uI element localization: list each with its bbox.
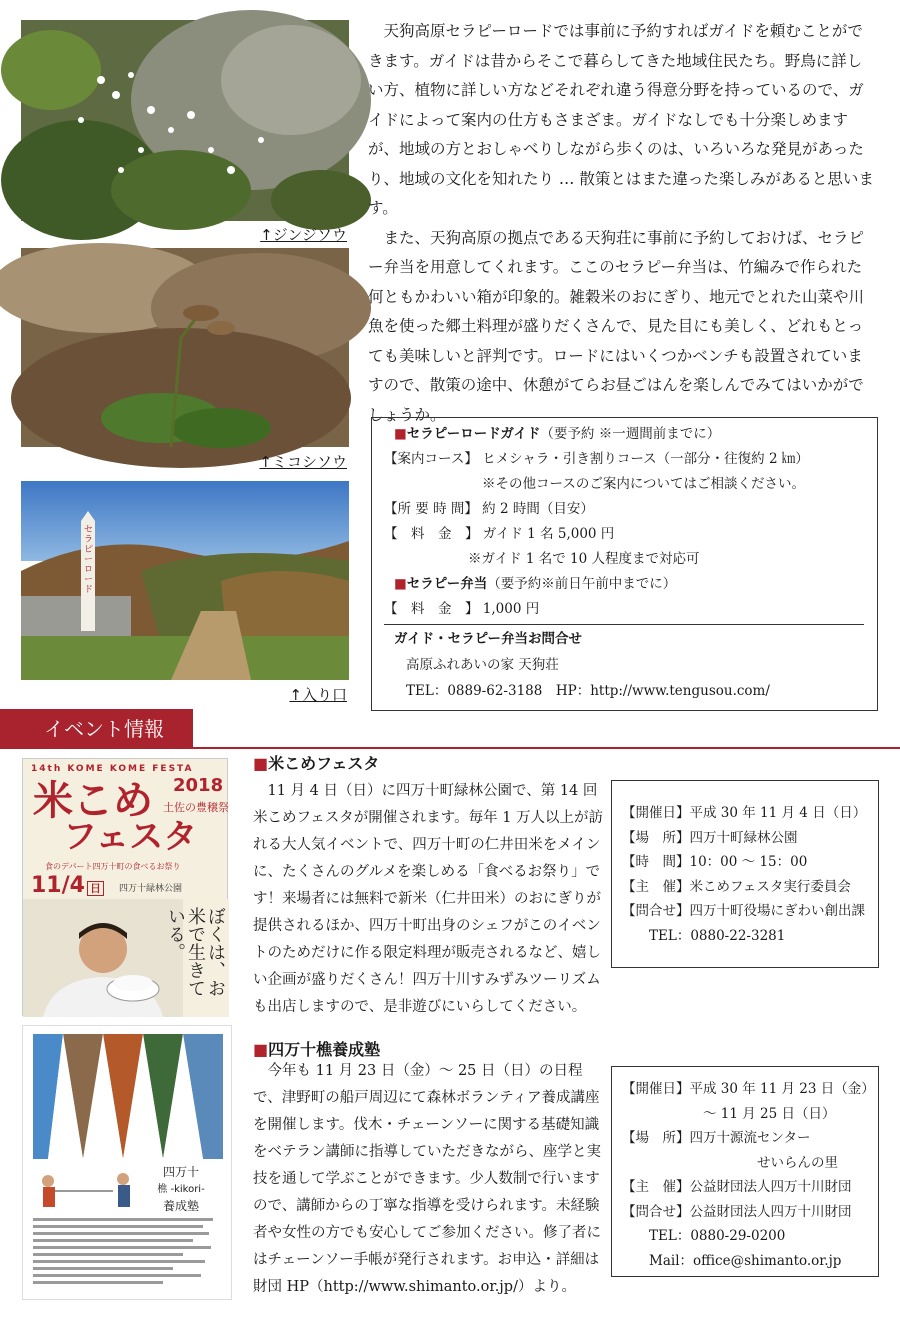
- guide-heading: ■セラピーロードガイド（要予約 ※一週間前までに）: [394, 426, 721, 442]
- event1-detail-contact: 【問合せ】四万十町役場にぎわい創出課: [622, 903, 865, 919]
- event-section-header: イベント情報: [0, 709, 193, 749]
- guide-info-box: [371, 417, 878, 711]
- event2-detail-place-sub: せいらんの里: [622, 1154, 838, 1171]
- event1-body: 11 月 4 日（日）に四万十町緑林公園で、第 14 回米こめフェスタが開催されます。毎年 1 万人以上が訪れる大人気イベントで、四万十町の仁井田米をメインに、たくさんのグルメを楽しめる「食べるお祭り」です！来場者には無料で新米（仁井田米）のおにぎりが提供されるほか、四万十町出身のシェフがこのイベントのためだけに作る限定料理が販売されるなど、嬉しい企画が盛りだくさん！四万十川すみずみツーリズムも出店しますので、是非遊びにいらしてください。: [253, 783, 604, 1015]
- poster-top-line: 14th KOME KOME FESTA: [31, 764, 194, 774]
- poster-catch: ぼくは、お米で生きている。: [165, 907, 226, 997]
- caption-jinjisou: ↑ジンジソウ: [260, 226, 347, 244]
- guide-fee: 【 料 金 】 ガイド 1 名 5,000 円: [384, 526, 615, 542]
- bento-fee: 【 料 金 】 1,000 円: [384, 601, 540, 617]
- poster-illustration: [33, 1161, 143, 1211]
- guide-divider: [384, 624, 864, 625]
- event2-title: ■四万十樵養成塾: [253, 1040, 381, 1059]
- poster-date: 11/4 日: [31, 873, 104, 898]
- event1-details-box: [611, 780, 879, 968]
- event1-detail-place: 【場 所】四万十町緑林公園: [622, 829, 798, 846]
- article-body: [368, 17, 876, 430]
- bento-heading: ■セラピー弁当（要予約※前日午前中までに）: [394, 576, 677, 592]
- entrance-sign-text: セラピーロード: [84, 525, 94, 595]
- event1-detail-tel: TEL：0880-22-3281: [622, 927, 786, 944]
- square-bullet-icon: ■: [253, 754, 269, 773]
- event2-detail-host: 【主 催】公益財団法人四万十川財団: [622, 1179, 852, 1195]
- contact-title: ガイド・セラピー弁当お問合せ: [394, 631, 583, 647]
- event-section-rule: [0, 747, 900, 749]
- poster-sub: 土佐の豊穣祭: [163, 801, 229, 814]
- photo-entrance: [21, 481, 349, 680]
- poster-title-2: フェスタ: [63, 817, 198, 857]
- event1-detail-time: 【時 間】10：00 ～ 15：00: [622, 854, 808, 870]
- contact-tel-hp: TEL：0889-62-3188 HP：http://www.tengusou.com/: [406, 683, 770, 699]
- poster-year: 2018: [173, 775, 224, 796]
- event2-detail-mail: Mail：office@shimanto.or.jp: [622, 1252, 842, 1269]
- square-bullet-icon: ■: [253, 1040, 269, 1059]
- kikori-poster-title: 四万十 樵 -kikori- 養成塾: [157, 1165, 205, 1213]
- event2-body: 今年も 11 月 23 日（金）～ 25 日（日）の日程で、津野町の船戸周辺にて森林ボランティア養成講座を開催します。伐木・チェーンソーに関する基礎知識をベテラン講師に指導していただきながら、座学と実技を通して学ぶことができます。少人数制で行いますので、講師からの丁寧な指導を受けられます。未経験者や女性の方でも安心してご参加ください。修了者にはチェーンソー手帳が発行されます。お申込・詳細は財団 HP（http://www.shimanto.or.jp/）より。: [253, 1063, 601, 1295]
- square-bullet-icon: ■: [394, 426, 407, 442]
- article-para-1: 天狗高原セラピーロードでは事前に予約すればガイドを頼むことができます。ガイドは昔からそこで暮らしてきた地域住民たち。野鳥に詳しい方、植物に詳しい方などそれぞれ違う得意分野を持っているので、ガイドによって案内の仕方もさまざま。ガイドなしでも十分楽しめますが、地域の方とおしゃべりしながら歩くのは、いろいろな発見があったり、地域の文化を知れたり … 散策とはまた違った楽しみがあると思います。: [368, 22, 874, 217]
- poster-photo-collage: [33, 1034, 223, 1159]
- event2-detail-date: 【開催日】平成 30 年 11 月 23 日（金）: [622, 1081, 875, 1097]
- komekome-poster: [22, 758, 228, 1016]
- guide-course: 【案内コース】 ヒメシャラ・引き割りコース（一部分・往復約 2 ㎞）: [384, 451, 809, 467]
- poster-fine-print: [33, 1216, 223, 1296]
- square-bullet-icon: ■: [394, 576, 407, 592]
- event1-detail-host: 【主 催】米こめフェスタ実行委員会: [622, 878, 851, 895]
- guide-time: 【所 要 時 間】 約 2 時間（目安）: [384, 501, 594, 517]
- event2-detail-contact: 【問合せ】公益財団法人四万十川財団: [622, 1203, 852, 1220]
- kikori-poster: [22, 1025, 232, 1300]
- poster-title-1: 米こめ: [33, 777, 153, 824]
- photo-jinjisou: [21, 20, 349, 221]
- photo-mikoshisou: [21, 248, 349, 447]
- guide-course-note: ※その他コースのご案内についてはご相談ください。: [482, 476, 806, 492]
- event1-detail-date: 【開催日】平成 30 年 11 月 4 日（日）: [622, 805, 867, 821]
- poster-tagline: 食のデパート四万十町の食べるお祭り: [45, 862, 181, 871]
- poster-venue: 四万十緑林公園: [119, 884, 183, 894]
- event2-details-box: [611, 1066, 879, 1277]
- contact-name: 高原ふれあいの家 天狗荘: [406, 657, 559, 673]
- guide-fee-note: ※ガイド 1 名で 10 人程度まで対応可: [468, 551, 700, 567]
- event2-detail-tel: TEL：0880-29-0200: [622, 1228, 786, 1244]
- event2-detail-place: 【場 所】四万十源流センター: [622, 1130, 811, 1146]
- article-para-2: また、天狗高原の拠点である天狗荘に事前に予約しておけば、セラピー弁当を用意してくれます。ここのセラピー弁当は、竹編みで作られた何ともかわいい箱が印象的。雑穀米のおにぎり、地元でとれた山菜や川魚を使った郷土料理が盛りだくさんで、見た目にも美しく、どれもとっても美味しいと評判です。ロードにはいくつかベンチも設置されていますので、散策の途中、休憩がてらお昼ごはんを楽しんでみてはいかがでしょうか。: [368, 228, 865, 424]
- caption-entrance: ↑入り口: [289, 686, 347, 704]
- event2-detail-date-end: ～ 11 月 25 日（日）: [622, 1105, 836, 1122]
- caption-mikoshisou: ↑ミコシソウ: [259, 453, 347, 471]
- event1-title: ■米こめフェスタ: [253, 754, 380, 773]
